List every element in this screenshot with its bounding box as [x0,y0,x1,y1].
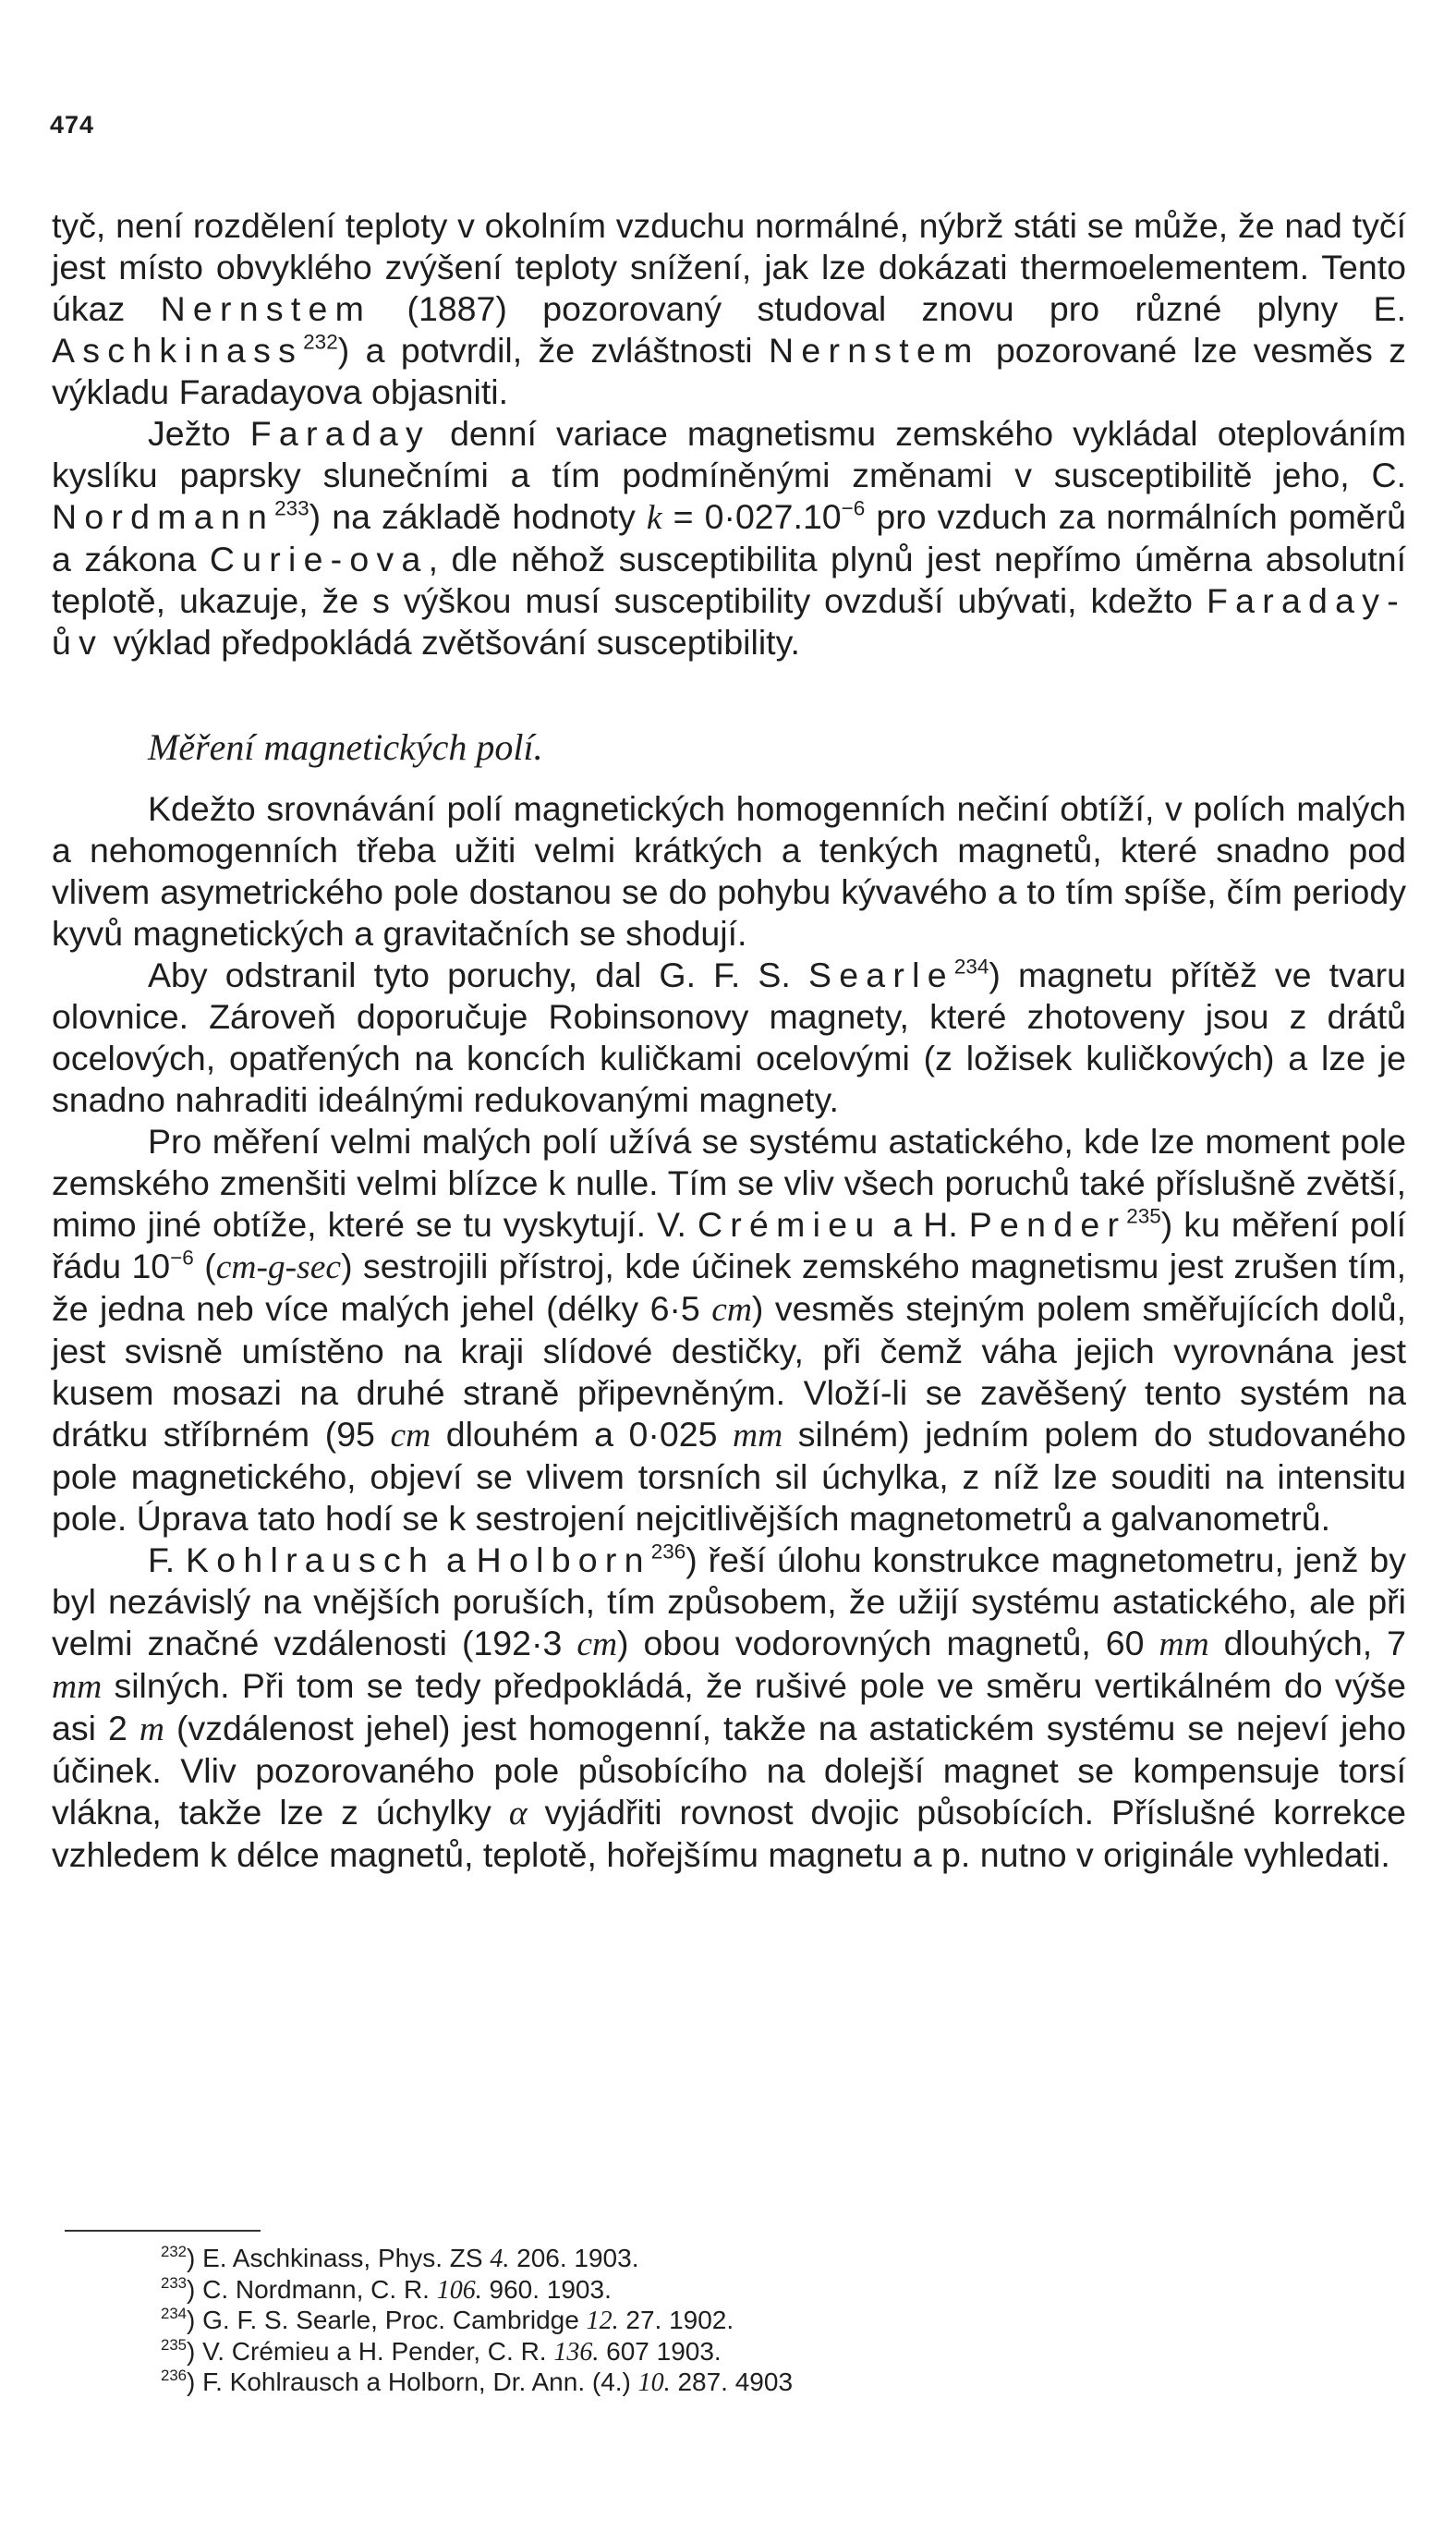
paragraph-6: F. Kohlrausch a Holborn$^{236}$) řeší úlohu konstrukce magnetometru, jenž by byl nezávislý na vnějších poruších, tím způsobem, že užijí systému astatického, ale při velmi značné vzdálenosti (192·3 cm) obou vodorovných magnetů, 60 mm dlouhých, 7 mm silných. Při tom se tedy předpokládá, že rušivé pole ve směru vertikálném do výše asi 2 m (vzdálenost jehel) jest homogenní, takže na astatickém systému se nejeví jeho účinek. Vliv pozorovaného pole působícího na dolejší magnet se kompensuje torsí vlákna, takže lze z úchylky α vyjádřiti rovnost dvojic působících. Příslušné korrekce vzhledem k délce magnetů, teplotě, hořejšímu magnetu a p. nutno v originále vyhledati. [52,1540,1407,1874]
footnote-ref: 236 [650,1540,686,1564]
footnote-ref: 233 [274,496,309,520]
author-name: Faraday [249,414,431,453]
author-name: Searle [807,956,954,994]
footnote: $^{236}$) F. Kohlrausch a Holborn, Dr. Ann. (4.) 10. 287. 4903 [161,2367,794,2397]
author-name: Curie-ova [209,540,429,578]
footnote: $^{233}$) C. Nordmann, C. R. 106. 960. 1903. [161,2273,612,2305]
paragraph-5: Pro měření velmi malých polí užívá se systému astatického, kde lze moment pole zemského zmenšiti velmi blízce k nulle. Tím se vliv všech poruchů také příslušně zvětší, mimo jiné obtíže, které se tu vyskytují. V. Crémieu a H. Pender$^{235}$) ku měření polí řádu $10^{-6}$ (cm-g-sec) sestrojili přístroj, kde účinek zemského magnetismu jest zrušen tím, že jedna neb více malých jehel (délky 6·5 cm) vesměs stejným polem směřujících dolů, jest svisně umístěno na kraji slídové destičky, při čemž váha jejich vyrovnána jest kusem mosazi na druhé straně připevněným. Vloží-li se zavěšený tento systém na drátku stříbrném (95 cm dlouhém a 0·025 mm silném) jedním polem do studovaného pole magnetického, objeví se vlivem torsních sil úchylka, z níž lze souditi na intensitu pole. Úprava tato hodí se k sestrojení nejcitlivějších magnetometrů a galvanometrů. [52,1122,1406,1538]
footnote-ref: 234 [953,955,989,979]
footnote-ref: 235 [1126,1204,1161,1228]
author-name: Aschkinass [52,331,304,370]
footnotes [161,2244,1177,2399]
paragraph-2: Ježto Faraday denní variace magnetismu zemského vykládal oteplováním kyslíku paprsky slunečními a tím podmíněnými změnami v susceptibilitě jeho, C. Nordmann$^{233}$) na základě hodnoty $k = 0\cdot 027.10^{-6}$ pro vzduch za normálních poměrů a zákona Curie-ova, dle něhož susceptibilita plynů jest nepřímo úměrna absolutní teplotě, ukazuje, že s výškou musí susceptibility ovzduší ubývati, kdežto Faraday-ův výklad předpokládá zvětšování susceptibility. [52,414,1407,662]
footnote: $^{234}$) G. F. S. Searle, Proc. Cambridge 12. 27. 1902. [161,2305,734,2335]
page-number: 474 [50,111,95,139]
author-name: Pender [968,1205,1127,1244]
author-name: Faraday-ův [52,581,1406,662]
author-name: Nernstem [160,289,372,328]
paragraph-1: tyč, není rozdělení teploty v okolním vzduchu normálné, nýbrž státi se může, že nad tyčí jest místo obvyklého zvýšení teploty snížení, jak lze dokázati thermoelementem. Tento úkaz Nernstem (1887) pozorovaný studoval znovu pro různé plyny E. Aschkinass$^{232}$) a potvrdil, že zvláštnosti Nernstem pozorované lze vesměs z výkladu Faradayova objasniti. [52,206,1406,411]
author-name: Holborn [476,1540,651,1579]
paragraph-3: Kdežto srovnávání polí magnetických homogenních nečiní obtíží, v polích malých a nehomogenních třeba užiti velmi krátkých a tenkých magnetů, které snadno pod vlivem asymetrického pole dostanou se do pohybu kývavého a to tím spíše, čím periody kyvů magnetických a gravitačních se shodují. [52,789,1406,953]
math-variable: k [646,499,662,537]
footnote-divider [65,2230,261,2232]
footnote: $^{232}$) E. Aschkinass, Phys. ZS 4. 206. 1903. [161,2243,639,2273]
paragraph-4: Aby odstranil tyto poruchy, dal G. F. S. Searle$^{234}$) magnetu přítěž ve tvaru olovnice. Zároveň doporučuje Robinsonovy magnety, které zhotoveny jsou z drátů ocelových, opatřených na koncích kuličkami ocelovými (z ložisek kuličkových) a lze je snadno nahraditi ideálnými redukovanými magnety. [52,955,1406,1119]
footnote-ref: 232 [303,330,338,354]
footnote: $^{235}$) V. Crémieu a H. Pender, C. R. 136. 607 1903. [161,2335,722,2367]
author-name: Nernstem [769,331,980,370]
main-text [52,205,1406,1876]
author-name: Nordmann [52,497,275,536]
author-name: Kohlrausch [186,1540,436,1579]
author-name: Crémieu [697,1205,882,1244]
section-heading: Měření magnetických polí. [148,726,543,768]
